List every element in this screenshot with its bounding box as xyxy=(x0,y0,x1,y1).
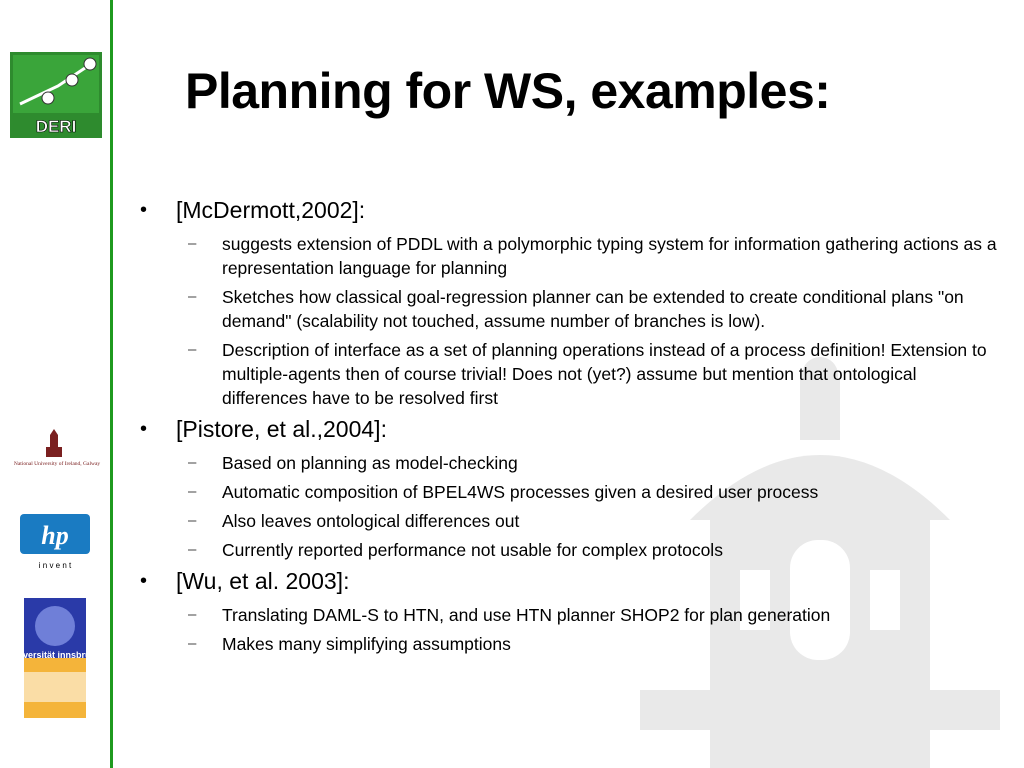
slide-title: Planning for WS, examples: xyxy=(185,63,831,119)
innsbruck-logo-text: universität innsbruck xyxy=(9,650,101,660)
dash-icon: – xyxy=(188,635,197,652)
sub-bullet-text: Automatic composition of BPEL4WS processes given a desired user process xyxy=(222,482,819,502)
galway-logo xyxy=(4,425,110,475)
sub-bullet-text: Sketches how classical goal-regression planner can be extended to create conditional plans "on demand" (scalability not touched, assume number of branches is low). xyxy=(222,287,964,331)
bullet-heading xyxy=(140,567,1000,595)
section-pistore xyxy=(140,415,1000,562)
hp-tagline: i n v e n t xyxy=(38,561,72,570)
section-wu xyxy=(140,567,1000,656)
sub-bullet xyxy=(140,603,1000,627)
deri-logo xyxy=(10,52,102,138)
dash-icon: – xyxy=(188,541,197,558)
hp-logo-text: hp xyxy=(41,521,69,550)
sub-bullet-text: Currently reported performance not usable for complex protocols xyxy=(222,540,723,560)
section-mcdermott xyxy=(140,196,1000,410)
sub-bullet xyxy=(140,451,1000,475)
dash-icon: – xyxy=(188,341,197,358)
section-heading: [McDermott,2002]: xyxy=(176,197,366,223)
dash-icon: – xyxy=(188,483,197,500)
section-heading: [Pistore, et al.,2004]: xyxy=(176,416,387,442)
sub-bullet xyxy=(140,232,1000,280)
dash-icon: – xyxy=(188,235,197,252)
bullet-heading xyxy=(140,415,1000,443)
bullet-icon: • xyxy=(140,570,148,592)
sub-bullet-text: Based on planning as model-checking xyxy=(222,453,518,473)
sub-bullet xyxy=(140,632,1000,656)
sub-bullet-text: Translating DAML-S to HTN, and use HTN planner SHOP2 for plan generation xyxy=(222,605,831,625)
sub-bullet-text: Also leaves ontological differences out xyxy=(222,511,520,531)
sub-bullet xyxy=(140,538,1000,562)
bullet-heading xyxy=(140,196,1000,224)
sub-bullet xyxy=(140,480,1000,504)
bullet-icon: • xyxy=(140,418,148,440)
sub-bullet xyxy=(140,509,1000,533)
dash-icon: – xyxy=(188,454,197,471)
sub-bullet-text: suggests extension of PDDL with a polymorphic typing system for information gathering actions as a representation language for planning xyxy=(222,234,997,278)
dash-icon: – xyxy=(188,512,197,529)
innsbruck-logo xyxy=(9,598,101,718)
sub-bullet xyxy=(140,285,1000,333)
sidebar-divider xyxy=(110,0,113,768)
bullet-icon: • xyxy=(140,199,148,221)
section-heading: [Wu, et al. 2003]: xyxy=(176,568,350,594)
hp-logo xyxy=(18,512,94,572)
sub-bullet-text: Description of interface as a set of planning operations instead of a process definition! Extension to multiple-agents then of course trivial! Does not (yet?) assume but mention that ontological differences have to be resolved first xyxy=(222,340,987,408)
dash-icon: – xyxy=(188,606,197,623)
sub-bullet-text: Makes many simplifying assumptions xyxy=(222,634,511,654)
sub-bullet xyxy=(140,338,1000,410)
galway-logo-text: National University of Ireland, Galway xyxy=(13,461,101,467)
slide-body xyxy=(140,196,1000,661)
dash-icon: – xyxy=(188,288,197,305)
deri-logo-text: DERI xyxy=(35,117,77,136)
